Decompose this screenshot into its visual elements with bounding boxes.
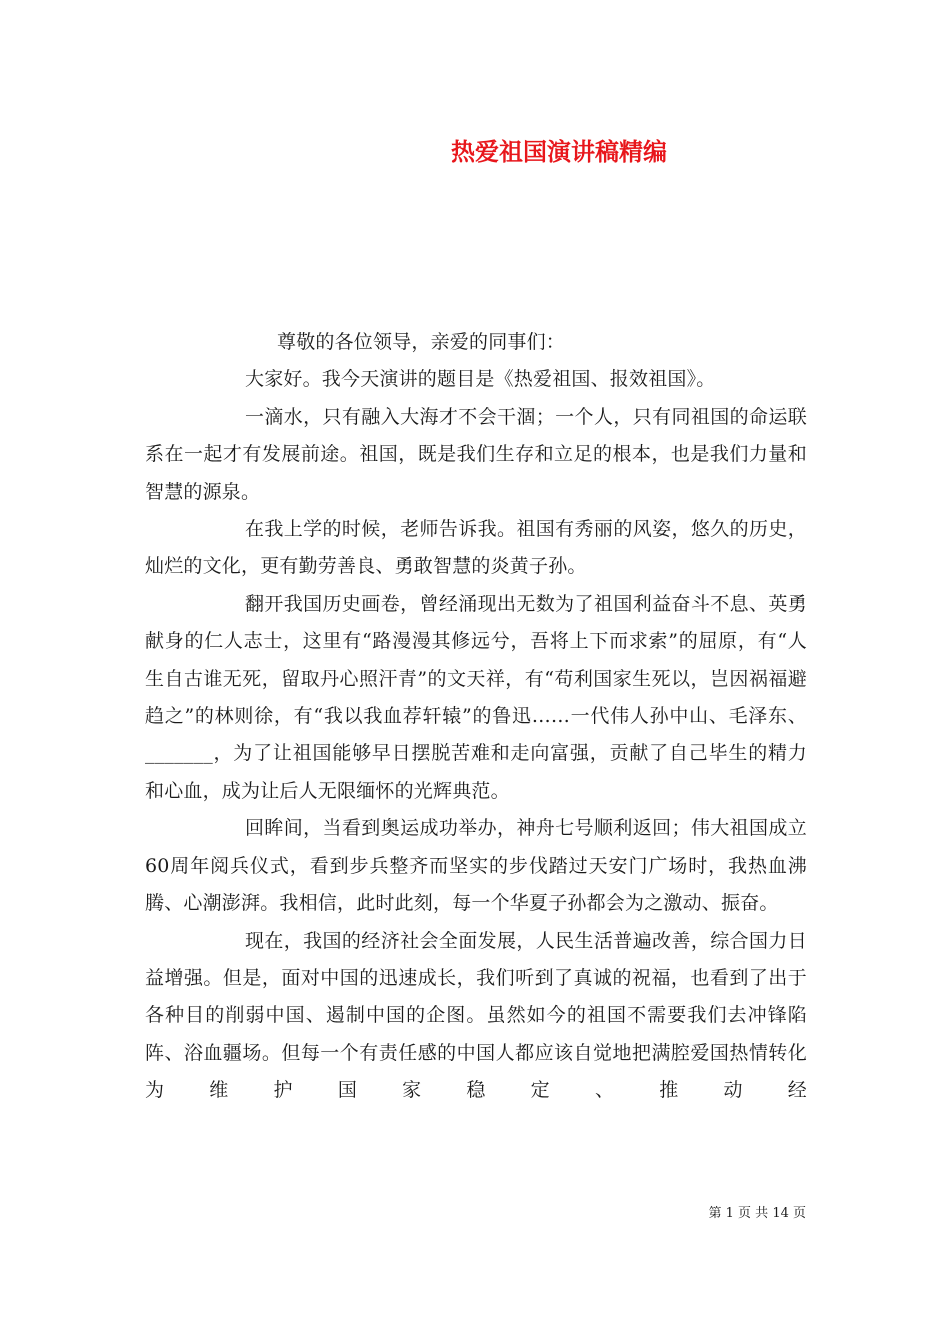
paragraph-intro: 大家好。我今天演讲的题目是《热爱祖国、报效祖国》。 [245,368,716,391]
document-body [145,324,807,1110]
document-title: 热爱祖国演讲稿精编 [451,137,667,166]
page-number-footer: 第 1 页 共 14 页 [708,1206,806,1221]
paragraph-school: 在我上学的时候，老师告诉我。祖国有秀丽的风姿，悠久的历史，灿烂的文化，更有勤劳善良、勇敢智慧的炎黄子孙。 [145,518,807,578]
paragraph-history: 翻开我国历史画卷，曾经涌现出无数为了祖国利益奋斗不息、英勇献身的仁人志士，这里有“路漫漫其修远兮，吾将上下而求索”的屈原，有“人生自古谁无死，留取丹心照汗青”的文天祥，有“苟利国家生死以，岂因祸福避趋之”的林则徐，有“我以我血荐轩辕”的鲁迅……一代伟人孙中山、毛泽东、_______，为了让祖国能够早日摆脱苦难和走向富强，贡献了自己毕生的精力和心血，成为让后人无限缅怀的光辉典范。 [145,592,807,802]
paragraph-development: 现在，我国的经济社会全面发展，人民生活普遍改善，综合国力日益增强。但是，面对中国的迅速成长，我们听到了真诚的祝福，也看到了出于各种目的削弱中国、遏制中国的企图。虽然如今的祖国不需要我们去冲锋陷阵、浴血疆场。但每一个有责任感的中国人都应该自觉地把满腔爱国热情转化为维护国家稳定、推动经 [145,929,807,1102]
paragraph-water-drop: 一滴水，只有融入大海才不会干涸；一个人，只有同祖国的命运联系在一起才有发展前途。祖国，既是我们生存和立足的根本，也是我们力量和智慧的源泉。 [145,405,807,503]
paragraph-greeting: 尊敬的各位领导，亲爱的同事们： [277,331,566,353]
paragraph-olympics: 回眸间，当看到奥运成功举办，神舟七号顺利返回；伟大祖国成立60周年阅兵仪式，看到步兵整齐而坚实的步伐踏过天安门广场时，我热血沸腾、心潮澎湃。我相信，此时此刻，每一个华夏子孙都会为之激动、振奋。 [145,817,807,915]
